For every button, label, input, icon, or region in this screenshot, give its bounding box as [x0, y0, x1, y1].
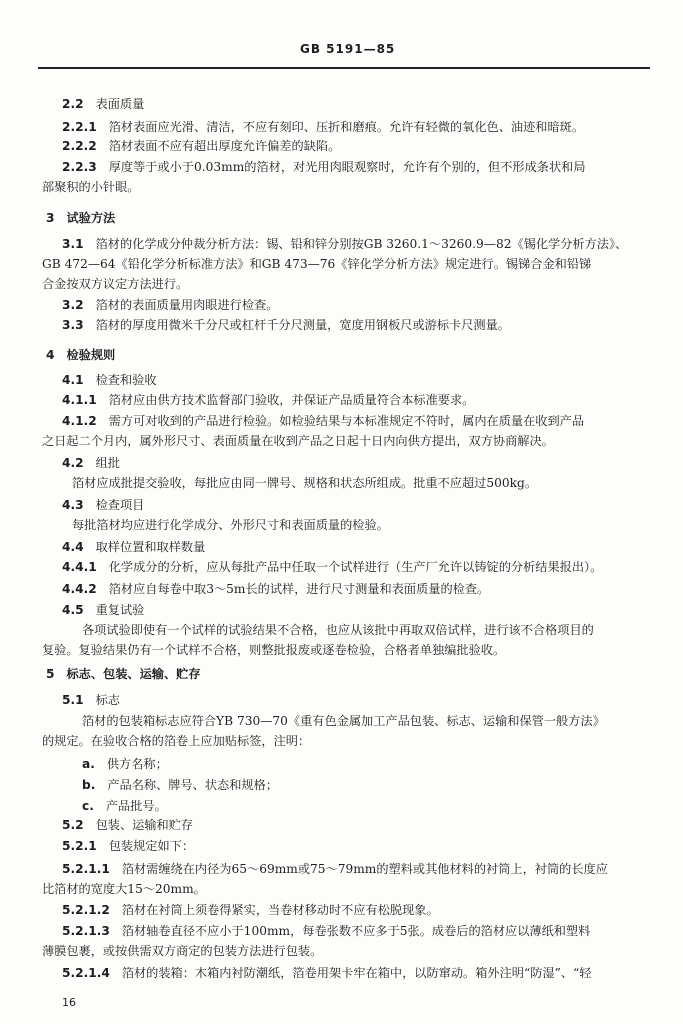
text-line	[62, 693, 120, 707]
text-line	[62, 414, 584, 428]
clause-text: 各项试验即使有一个试样的试验结果不合格，也应从该批中再取双倍试样，进行该不合格项目的	[82, 623, 594, 637]
clause-text: 需方可对收到的产品进行检验。如检验结果与本标准规定不符时，属内在质量在收到产品	[108, 414, 585, 428]
text-line	[72, 476, 537, 490]
clause-text: 产品批号。	[105, 799, 167, 813]
clause-text: 检验规则	[66, 348, 116, 362]
clause-text: 检查项目	[95, 498, 145, 512]
text-line	[82, 757, 168, 771]
clause-text: 箔材应成批提交验收，每批应由同一牌号、规格和状态所组成。批重不应超过500kg。	[72, 476, 538, 490]
text-line	[72, 518, 389, 532]
clause-text: 取样位置和取样数量	[95, 540, 206, 554]
clause-number: 5.2	[62, 818, 84, 832]
clause-text: 比箔材的宽度大15～20mm。	[42, 882, 206, 896]
clause-text: 之日起二个月内，属外形尺寸、表面质量在收到产品之日起十日内向供方提出，双方协商解决。	[42, 434, 554, 448]
clause-number: 5.2.1.3	[62, 924, 110, 938]
text-line	[62, 298, 278, 312]
clause-text: 箔材表面不应有超出厚度允许偏差的缺陷。	[108, 139, 341, 153]
text-line	[42, 180, 140, 194]
text-line	[62, 498, 144, 512]
clause-number: b.	[82, 778, 96, 792]
clause-number: 3	[46, 211, 55, 225]
clause-number: 3.3	[62, 318, 84, 332]
text-line	[62, 603, 144, 617]
text-line	[82, 623, 594, 637]
clause-text: 薄膜包裹，或按供需双方商定的包装方法进行包装。	[42, 944, 323, 958]
clause-number: 4.1	[62, 373, 84, 387]
clause-text: 箔材的包装箱标志应符合YB 730—70《重有色金属加工产品包装、标志、运输和保管一般方法》	[82, 714, 605, 728]
text-line	[62, 139, 340, 153]
page-number: 16	[62, 996, 76, 1009]
text-line	[62, 966, 591, 980]
text-line	[62, 120, 584, 134]
clause-text: 表面质量	[95, 97, 145, 111]
text-line	[62, 903, 439, 917]
clause-text: 箔材的表面质量用肉眼进行检查。	[95, 298, 279, 312]
clause-text: 每批箔材均应进行化学成分、外形尺寸和表面质量的检验。	[72, 518, 389, 532]
text-line	[82, 778, 278, 792]
text-line	[42, 277, 188, 291]
clause-text: 箔材的装箱：木箱内衬防潮纸，箔卷用架卡牢在箱中，以防窜动。箱外注明“防湿”、“轻	[121, 966, 592, 980]
clause-number: 4.5	[62, 603, 84, 617]
clause-number: 5.2.1.1	[62, 862, 110, 876]
clause-number: 5.1	[62, 693, 84, 707]
header-rule	[38, 67, 650, 69]
text-line	[42, 257, 591, 271]
clause-text: 箔材应自每卷中取3～5m长的试样，进行尺寸测量和表面质量的检查。	[108, 582, 490, 596]
clause-number: 4.1.2	[62, 414, 97, 428]
clause-number: 2.2.2	[62, 139, 97, 153]
clause-number: 2.2.1	[62, 120, 97, 134]
clause-text: 箔材表面应光滑、清洁，不应有刻印、压折和磨痕。允许有轻微的氧化色、油迹和暗斑。	[108, 120, 585, 134]
clause-text: 合金按双方议定方法进行。	[42, 277, 189, 291]
text-line	[62, 456, 120, 470]
clause-number: 5.2.1	[62, 839, 97, 853]
text-line	[62, 373, 157, 387]
clause-number: 5	[46, 667, 55, 681]
clause-text: 标志、包装、运输、贮存	[66, 667, 201, 681]
text-line	[62, 582, 489, 596]
text-line	[62, 540, 205, 554]
text-line	[82, 714, 605, 728]
text-line	[62, 560, 602, 574]
clause-number: 2.2.3	[62, 160, 97, 174]
clause-number: 2.2	[62, 97, 84, 111]
text-line	[82, 799, 167, 813]
clause-text: 箔材在衬筒上须卷得紧实，当卷材移动时不应有松脱现象。	[121, 903, 439, 917]
clause-text: 供方名称；	[106, 757, 168, 771]
clause-number: 4.2	[62, 456, 84, 470]
clause-number: 4.1.1	[62, 393, 97, 407]
text-line	[42, 944, 322, 958]
clause-number: 4.4.2	[62, 582, 97, 596]
text-line	[62, 160, 586, 174]
text-line	[62, 839, 194, 853]
clause-number: 3.1	[62, 237, 84, 251]
text-line	[42, 434, 554, 448]
text-line	[62, 818, 193, 832]
text-line	[42, 882, 206, 896]
clause-text: 包装规定如下：	[108, 839, 195, 853]
text-line	[42, 643, 505, 657]
clause-text: 箔材轴卷直径不应小于100mm，每卷张数不应多于5张。成卷后的箔材应以薄纸和塑料	[121, 924, 591, 938]
clause-number: a.	[82, 757, 95, 771]
clause-number: 5.2.1.2	[62, 903, 110, 917]
clause-text: 包装、运输和贮存	[95, 818, 194, 832]
clause-text: 的规定。在验收合格的箔卷上应加贴标签，注明：	[42, 734, 311, 748]
clause-text: 试验方法	[66, 211, 116, 225]
clause-text: 厚度等于或小于0.03mm的箔材，对光用肉眼观察时，允许有个别的，但不形成条状和局	[108, 160, 586, 174]
text-line	[46, 211, 115, 225]
clause-text: 箔材的化学成分仲裁分析方法：锡、铅和锌分别按GB 3260.1～3260.9—82《锡化学分析方法》、	[95, 237, 628, 251]
clause-number: c.	[82, 799, 94, 813]
clause-text: 标志	[95, 693, 120, 707]
clause-text: 检查和验收	[95, 373, 157, 387]
text-line	[46, 348, 115, 362]
text-line	[42, 734, 310, 748]
text-line	[62, 862, 608, 876]
text-line	[62, 237, 627, 251]
clause-text: 箔材应由供方技术监督部门验收，并保证产品质量符合本标准要求。	[108, 393, 475, 407]
clause-text: 箔材的厚度用微米千分尺或杠杆千分尺测量，宽度用钢板尺或游标卡尺测量。	[95, 318, 510, 332]
text-line	[46, 667, 201, 681]
document-header: GB 5191—85	[300, 42, 396, 56]
text-line	[62, 393, 474, 407]
clause-text: 产品名称、牌号、状态和规格；	[107, 778, 278, 792]
clause-number: 4.3	[62, 498, 84, 512]
clause-number: 4.4	[62, 540, 84, 554]
clause-text: 重复试验	[95, 603, 145, 617]
text-line	[62, 97, 144, 111]
clause-number: 4	[46, 348, 55, 362]
clause-text: GB 472—64《铅化学分析标准方法》和GB 473—76《锌化学分析方法》规定进行。锡锑合金和铅锑	[42, 257, 592, 271]
clause-text: 箔材需缠绕在内径为65～69mm或75～79mm的塑料或其他材料的衬筒上，衬筒的长度应	[121, 862, 608, 876]
clause-text: 化学成分的分析，应从每批产品中任取一个试样进行（生产厂允许以铸锭的分析结果报出）。	[108, 560, 603, 574]
clause-text: 组批	[95, 456, 120, 470]
clause-number: 4.4.1	[62, 560, 97, 574]
text-line	[62, 924, 590, 938]
text-line	[62, 318, 510, 332]
clause-text: 部聚积的小针眼。	[42, 180, 140, 194]
clause-number: 3.2	[62, 298, 84, 312]
clause-text: 复验。复验结果仍有一个试样不合格，则整批报废或逐卷检验，合格者单独编批验收。	[42, 643, 506, 657]
clause-number: 5.2.1.4	[62, 966, 110, 980]
